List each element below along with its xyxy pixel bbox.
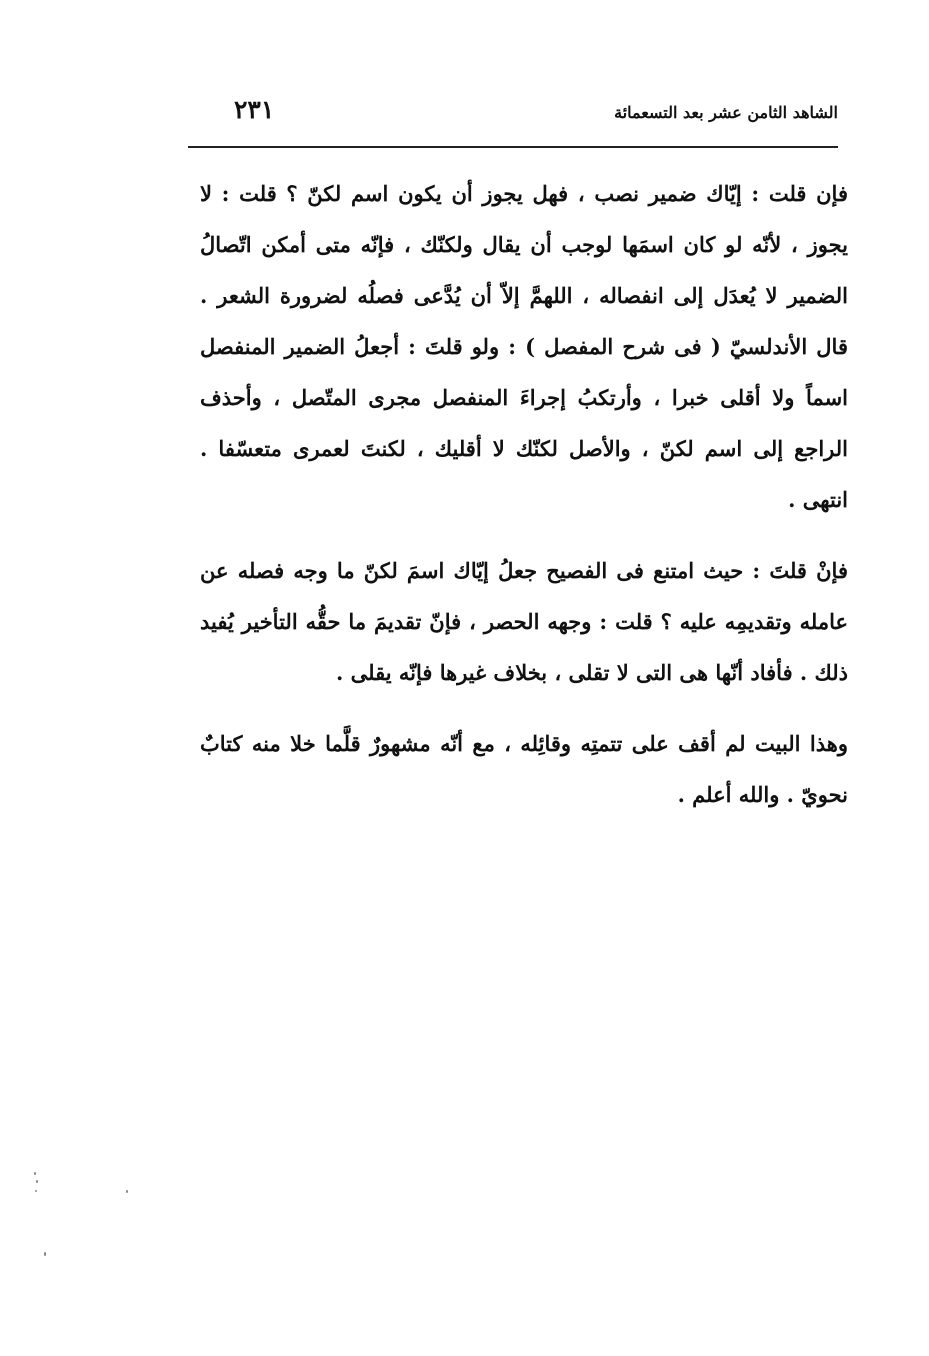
page-number: ٢٣١: [234, 95, 275, 124]
page-header: [188, 95, 838, 137]
header-rule: [188, 146, 838, 148]
paragraph-3: وهذا البيت لم أقف على تتمتِه وقائِله ، مع أنّه مشهورٌ قلَّما خلا منه كتابٌ نحويّ . والله أعلم .: [200, 731, 848, 807]
paragraph-1: فإن قلت : إيّاك ضمير نصب ، فهل يجوز أن يكون اسم لكنّ ؟ قلت : لا يجوز ، لأنّه لو كان اسمَها لوجب أن يقال ولكنّك ، فإنّه متى أمكن اتّصالُ الضمير لا يُعدَل إلى انفصاله ، اللهمَّ إلاّ أن يُدَّعى فصلُه لضرورة الشعر . قال الأندلسيّ ( فى شرح المفصل ) : ولو قلتَ : أجعلُ الضمير المنفصل اسماً ولا أقلى خبرا ، وأرتكبُ إجراءَ المنفصل مجرى المتّصل ، وأحذف الراجع إلى اسم لكنّ ، والأصل لكنّك لا أقليك ، لكنتَ لعمرى متعسّفا . انتهى .: [200, 181, 848, 512]
scan-speck: [44, 1252, 46, 1256]
scan-speck: [36, 1180, 38, 1183]
scan-speck: [126, 1190, 128, 1193]
body-text: [200, 168, 848, 820]
paragraph-2: فإنْ قلتَ : حيث امتنع فى الفصيح جعلُ إيّاك اسمَ لكنّ ما وجه فصله عن عامله وتقديمِه عليه ؟ قلت : وجهه الحصر ، فإنّ تقديمَ ما حقُّه التأخير يُفيد ذلك . فأفاد أنّها هى التى لا تقلى ، بخلاف غيرها فإنّه يقلى .: [200, 558, 848, 685]
running-title: الشاهد الثامن عشر بعد التسعمائة: [614, 103, 838, 122]
scan-speck: [34, 1172, 36, 1175]
scan-speck: [35, 1190, 37, 1192]
